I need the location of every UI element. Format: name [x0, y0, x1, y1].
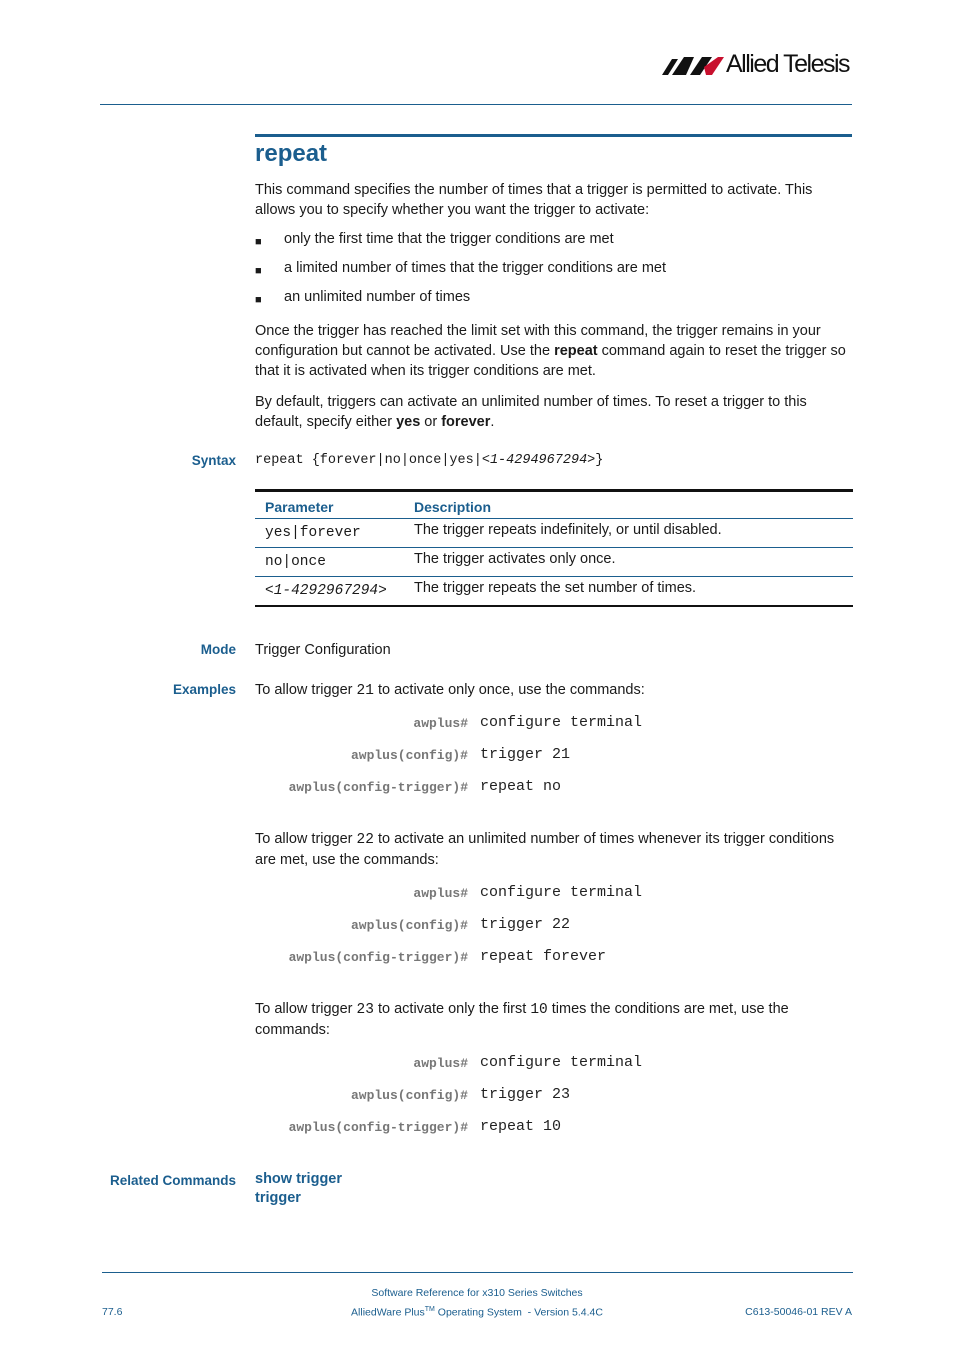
- command-line: [255, 746, 675, 766]
- command-text: trigger 21: [480, 746, 571, 763]
- param-cell: no|once: [255, 548, 404, 577]
- command-line: [255, 884, 675, 904]
- command-text: repeat forever: [480, 948, 607, 965]
- mode-label: Mode: [200, 642, 236, 657]
- syntax-prefix: repeat {forever|no|once|yes|<: [255, 453, 490, 468]
- command-text: repeat 10: [480, 1118, 562, 1135]
- desc-cell: The trigger repeats indefinitely, or until disabled.: [404, 519, 853, 548]
- table-row: [255, 519, 853, 548]
- default-paragraph: [255, 392, 852, 432]
- bullet-marker: ■: [255, 294, 262, 306]
- command-prompt: awplus(config)#: [350, 1088, 468, 1103]
- logo: [662, 50, 857, 80]
- limit-bold: repeat: [554, 343, 598, 359]
- command-prompt: awplus(config-trigger)#: [288, 780, 468, 795]
- default-text-end: .: [490, 414, 495, 430]
- examples-label: Examples: [172, 682, 236, 697]
- header-rule: [100, 104, 852, 105]
- command-text: configure terminal: [480, 1054, 643, 1071]
- footer-product: AlliedWare Plus: [351, 1306, 425, 1319]
- page-title: repeat: [255, 140, 328, 167]
- table-header-row: [255, 491, 853, 519]
- command-line: [255, 778, 675, 798]
- param-cell: yes|forever: [255, 519, 404, 548]
- footer-page-number: 77.6: [102, 1306, 123, 1318]
- bullet-marker: ■: [255, 236, 262, 248]
- example-text: To allow trigger: [255, 682, 357, 698]
- command-line: [255, 916, 675, 936]
- limit-paragraph: [255, 321, 855, 381]
- limit-text-2: command again to reset the trigger so that it is activated when its trigger conditions are met.: [255, 343, 846, 379]
- link-trigger[interactable]: trigger: [255, 1190, 301, 1206]
- limit-text-1: Once the trigger has reached the limit set with this command, the trigger remains in your configuration but cannot be activated. Use the: [255, 323, 821, 359]
- related-commands-label: Related Commands: [109, 1173, 236, 1188]
- command-line: [255, 948, 675, 968]
- command-line: [255, 1118, 675, 1138]
- bullet-marker: ■: [255, 265, 262, 277]
- command-line: [255, 714, 675, 734]
- example-code: 22: [356, 832, 374, 848]
- column-header-parameter: Parameter: [255, 491, 404, 519]
- syntax-suffix: >}: [587, 453, 604, 468]
- command-line: [255, 1086, 675, 1106]
- default-bold-forever: forever: [441, 414, 491, 430]
- command-line: [255, 1054, 675, 1074]
- command-text: repeat no: [480, 778, 562, 795]
- example-text: to activate only once, use the commands:: [373, 682, 645, 698]
- default-bold-yes: yes: [396, 414, 421, 430]
- default-text-mid: or: [420, 414, 442, 430]
- example-1-intro: [255, 680, 852, 701]
- example-2-intro: [255, 829, 835, 870]
- command-prompt: awplus(config-trigger)#: [288, 1120, 468, 1135]
- syntax-label: Syntax: [191, 453, 236, 468]
- command-prompt: awplus#: [413, 716, 468, 731]
- command-prompt: awplus(config)#: [350, 918, 468, 933]
- footer-trademark: TM: [424, 1306, 435, 1313]
- table-row: [255, 577, 853, 607]
- logo-mark-icon: [662, 53, 724, 79]
- command-text: trigger 22: [480, 916, 571, 933]
- mode-value: Trigger Configuration: [255, 642, 391, 658]
- syntax-line: [255, 453, 603, 468]
- example-text: To allow trigger: [255, 1001, 357, 1017]
- footer-os: Operating System - Version 5.4.4C: [434, 1306, 603, 1319]
- column-header-description: Description: [404, 491, 853, 519]
- link-show-trigger[interactable]: show trigger: [255, 1171, 343, 1187]
- footer-title: Software Reference for x310 Series Switches: [371, 1287, 583, 1299]
- example-text: To allow trigger: [255, 831, 357, 847]
- bullet-item: a limited number of times that the trigger conditions are met: [284, 260, 667, 276]
- bullet-item: only the first time that the trigger conditions are met: [284, 231, 614, 247]
- footer-rule: [102, 1272, 853, 1273]
- syntax-range: 1-4294967294: [489, 453, 588, 468]
- intro-paragraph: This command specifies the number of times that a trigger is permitted to activate. This allows you to specify whether you want the trigger to activate:: [255, 182, 813, 218]
- table-row: [255, 548, 853, 577]
- command-prompt: awplus(config-trigger)#: [288, 950, 468, 965]
- example-code: 10: [530, 1002, 548, 1018]
- example-code: 21: [356, 683, 374, 699]
- command-prompt: awplus(config)#: [350, 748, 468, 763]
- command-text: trigger 23: [480, 1086, 571, 1103]
- title-rule: [255, 134, 852, 137]
- example-code: 23: [356, 1002, 374, 1018]
- desc-cell: The trigger activates only once.: [404, 548, 853, 577]
- example-text: to activate only the first: [373, 1001, 531, 1017]
- logo-text: Allied Telesis: [726, 50, 850, 78]
- command-prompt: awplus#: [413, 1056, 468, 1071]
- param-cell: <1-4292967294>: [255, 577, 404, 607]
- default-text-1: By default, triggers can activate an unlimited number of times. To reset a trigger to this default, specify either: [255, 394, 807, 430]
- example-text: times the conditions are met, use the commands:: [255, 1001, 789, 1038]
- footer-doc-number: C613-50046-01 REV A: [745, 1306, 852, 1318]
- command-prompt: awplus#: [413, 886, 468, 901]
- command-text: configure terminal: [480, 714, 643, 731]
- command-text: configure terminal: [480, 884, 643, 901]
- example-text: to activate an unlimited number of times whenever its trigger conditions are met, use the commands:: [255, 831, 835, 868]
- parameter-table: [255, 489, 853, 607]
- desc-cell: The trigger repeats the set number of times.: [404, 577, 853, 607]
- example-3-intro: [255, 999, 845, 1040]
- bullet-item: an unlimited number of times: [284, 289, 471, 305]
